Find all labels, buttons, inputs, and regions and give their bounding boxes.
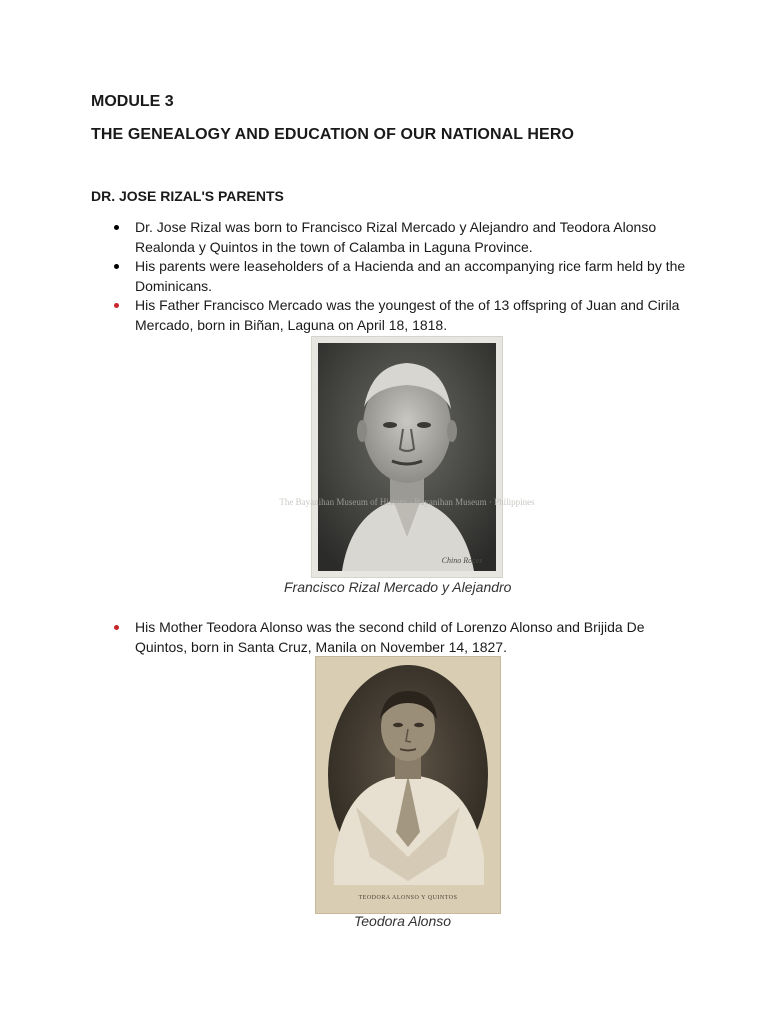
section-heading: DR. JOSE RIZAL'S PARENTS — [91, 188, 284, 204]
list-item — [91, 218, 691, 257]
bullet-icon — [114, 225, 119, 230]
list-item — [91, 257, 691, 296]
plate-text: TEODORA ALONSO Y QUINTOS — [358, 895, 458, 901]
mother-caption: Teodora Alonso — [354, 913, 452, 929]
watermark-text: The Bayanihan Museum of History · Bayanihan Museum · Philippines — [279, 497, 535, 507]
bullet-text: His Father Francisco Mercado was the youngest of the of 13 offspring of Juan and Cirila Mercado, born in Biñan, Laguna on April 18, 1818. — [135, 297, 680, 333]
module-label: MODULE 3 — [91, 93, 174, 110]
signature-text: Chino Roces — [441, 556, 483, 565]
list-item — [91, 618, 691, 657]
father-portrait-image — [279, 337, 535, 577]
father-portrait — [279, 336, 535, 578]
bullet-icon — [114, 264, 119, 269]
father-caption: Francisco Rizal Mercado y Alejandro — [284, 579, 512, 595]
bullet-text: Dr. Jose Rizal was born to Francisco Rizal Mercado y Alejandro and Teodora Alonso Realonda y Quintos in the town of Calamba in Laguna Province. — [135, 219, 657, 255]
list-item — [91, 296, 691, 335]
bullet-list-mother — [91, 618, 691, 657]
bullet-list-parents — [91, 218, 691, 335]
module-title: THE GENEALOGY AND EDUCATION OF OUR NATIONAL HERO — [91, 126, 575, 143]
bullet-text: His Mother Teodora Alonso was the second child of Lorenzo Alonso and Brijida De Quintos, born in Santa Cruz, Manila on November 14, 1827. — [135, 619, 645, 655]
bullet-icon — [114, 303, 119, 308]
bullet-icon — [114, 625, 119, 630]
mother-portrait — [315, 656, 501, 914]
bullet-text: His parents were leaseholders of a Hacienda and an accompanying rice farm held by the Dominicans. — [135, 258, 686, 294]
mother-portrait-image — [316, 657, 500, 913]
